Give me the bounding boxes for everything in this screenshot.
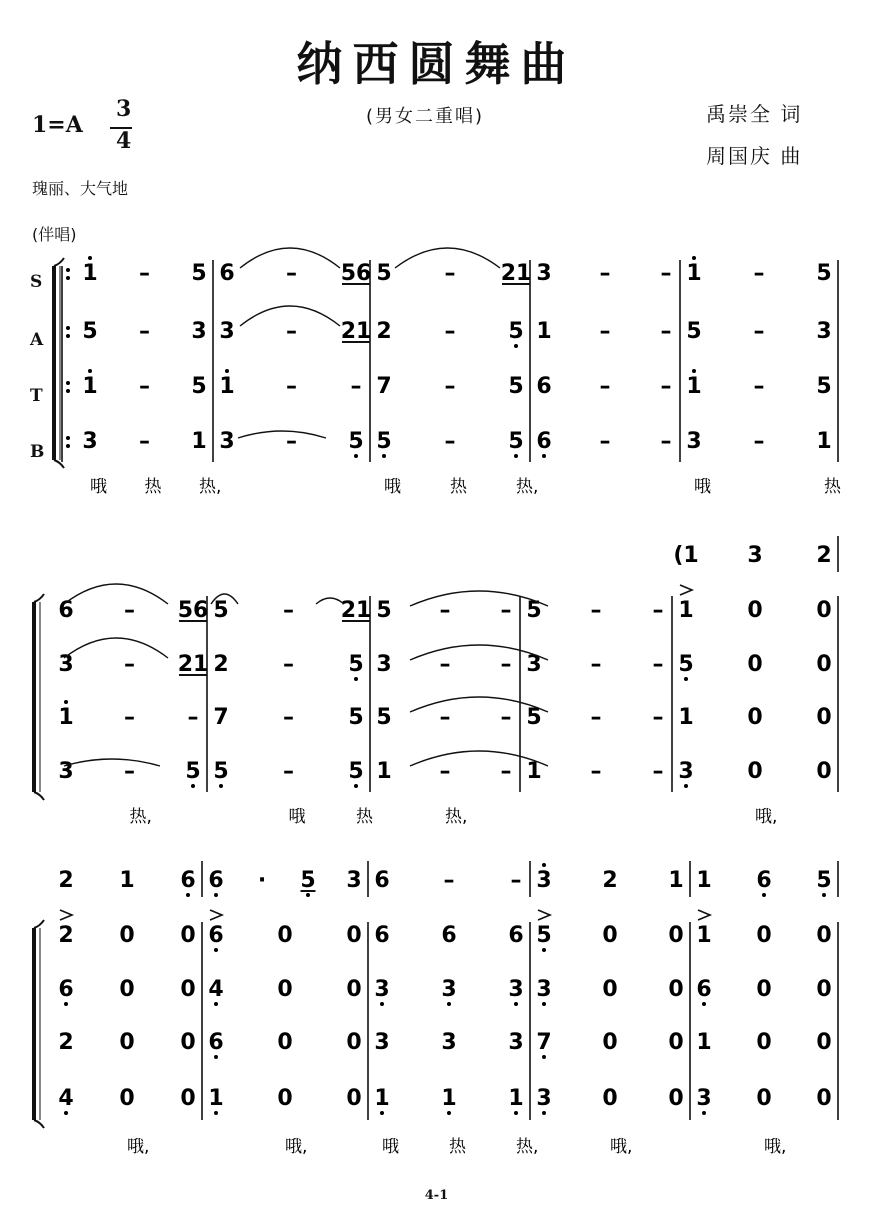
note: – [443, 868, 455, 893]
lyric-syllable: 热, [445, 807, 468, 827]
octave-dot-low [354, 784, 358, 788]
note: 0 [180, 1030, 196, 1055]
note: 5 [348, 705, 364, 730]
note: 4 [208, 977, 224, 1002]
note: 0 [747, 652, 763, 677]
accent-mark [538, 910, 550, 920]
note: 56 [340, 261, 372, 286]
note: 2 [816, 543, 832, 568]
note: 0 [180, 923, 196, 948]
note: 5 [191, 261, 207, 286]
note: 5 [185, 759, 201, 784]
note: – [753, 429, 765, 454]
note: 1 [376, 759, 392, 784]
note: 5 [300, 868, 316, 893]
note: 1 [208, 1086, 224, 1111]
note: 1 [374, 1086, 390, 1111]
repeat-dot [66, 389, 70, 393]
note: 2 [58, 1030, 74, 1055]
note: 0 [602, 977, 618, 1002]
bracket-hook-bottom [34, 792, 44, 800]
tie-slur [64, 584, 168, 604]
note: 0 [119, 923, 135, 948]
note: 0 [816, 1086, 832, 1111]
note: – [124, 759, 135, 784]
note: – [500, 705, 512, 730]
lyric-syllable: 热 [356, 807, 373, 827]
lyric-syllable: 热 [144, 477, 162, 497]
note: – [444, 261, 456, 286]
note: – [439, 598, 451, 623]
repeat-dot [66, 326, 70, 330]
note: 6 [756, 868, 772, 893]
note: – [590, 705, 602, 730]
lyric-syllable: 哦, [610, 1137, 633, 1157]
repeat-dot [66, 268, 70, 272]
note: 0 [816, 598, 832, 623]
octave-dot-low [684, 784, 688, 788]
note: 6 [696, 977, 712, 1002]
note: 5 [376, 429, 392, 454]
note: 3 [219, 429, 235, 454]
note: 3 [82, 429, 98, 454]
note: 6 [536, 374, 552, 399]
note: 3 [536, 261, 552, 286]
note: 6 [58, 598, 74, 623]
accompaniment-label: (伴唱) [32, 225, 77, 244]
note: 3 [441, 1030, 457, 1055]
note: 1 [82, 261, 98, 286]
note: 6 [208, 1030, 224, 1055]
note: 0 [180, 1086, 196, 1111]
note: 0 [346, 977, 362, 1002]
note: 3 [441, 977, 457, 1002]
octave-dot-low [447, 1111, 451, 1115]
note: – [599, 319, 611, 344]
note: – [599, 429, 611, 454]
note: 1 [686, 374, 702, 399]
note: 3 [374, 977, 390, 1002]
note: 1 [678, 705, 694, 730]
note: 1 [441, 1086, 457, 1111]
note: 0 [756, 923, 772, 948]
note: 3 [696, 1086, 712, 1111]
octave-dot-high [88, 369, 92, 373]
note: 0 [180, 977, 196, 1002]
octave-dot-low [542, 1002, 546, 1006]
lyric-syllable: 热, [516, 477, 539, 497]
voice-label-alto: A [30, 330, 44, 350]
note: 5 [508, 374, 524, 399]
lyric-syllable: 热 [449, 1137, 466, 1157]
note: 2 [58, 923, 74, 948]
note: 7 [213, 705, 229, 730]
note: 5 [508, 319, 524, 344]
note: 5 [82, 319, 98, 344]
octave-dot-low [214, 1055, 218, 1059]
voice-label-bass: B [30, 442, 45, 462]
note: 21 [340, 598, 372, 623]
note: – [139, 261, 150, 286]
lyric-syllable: 哦 [694, 477, 711, 497]
note: 3 [686, 429, 702, 454]
note: 56 [177, 598, 209, 623]
note: – [660, 374, 672, 399]
tie-slur [238, 431, 326, 438]
octave-dot-low [214, 948, 218, 952]
octave-dot-low [702, 1111, 706, 1115]
note: 0 [119, 977, 135, 1002]
note: 0 [668, 923, 684, 948]
note: 5 [508, 429, 524, 454]
note: 2 [58, 868, 74, 893]
note: – [283, 759, 294, 784]
note: 0 [277, 923, 293, 948]
octave-dot-low [542, 1055, 546, 1059]
note: – [283, 598, 294, 623]
note: 0 [747, 598, 763, 623]
note: 1 [82, 374, 98, 399]
repeat-dot [66, 381, 70, 385]
note: 5 [348, 759, 364, 784]
note: 0 [668, 1030, 684, 1055]
accent-mark [698, 910, 710, 920]
note: 1 [536, 319, 552, 344]
note: – [139, 429, 150, 454]
note: 1 [191, 429, 207, 454]
note: 3 [346, 868, 362, 893]
note: 0 [668, 977, 684, 1002]
octave-dot-low [514, 1111, 518, 1115]
note: 5 [816, 374, 832, 399]
octave-dot-low [684, 677, 688, 681]
note: 0 [747, 759, 763, 784]
lyricist-credit: 禹崇全 词 [706, 102, 803, 126]
note: 0 [346, 1086, 362, 1111]
accent-mark [60, 910, 72, 920]
lyric-syllable: 哦 [382, 1137, 399, 1157]
note: 0 [346, 923, 362, 948]
note: 0 [816, 1030, 832, 1055]
note: 1 [668, 868, 684, 893]
octave-dot-low [702, 1002, 706, 1006]
note: 3 [747, 543, 763, 568]
octave-dot-low [447, 1002, 451, 1006]
note: 5 [348, 429, 364, 454]
note: – [124, 705, 135, 730]
note: 0 [747, 705, 763, 730]
lyric-syllable: 哦 [90, 477, 107, 497]
note: – [590, 598, 602, 623]
octave-dot-low [64, 1111, 68, 1115]
note: 3 [536, 1086, 552, 1111]
note: 3 [58, 759, 74, 784]
note: 5 [348, 652, 364, 677]
note: 21 [340, 319, 372, 344]
octave-dot-low [382, 454, 386, 458]
note: (1 [673, 543, 699, 568]
note: 5 [213, 759, 229, 784]
repeat-dot [66, 436, 70, 440]
note: – [510, 868, 522, 893]
note: – [444, 319, 456, 344]
note: 5 [213, 598, 229, 623]
note: 7 [536, 1030, 552, 1055]
note: 6 [208, 868, 224, 893]
repeat-dot [66, 276, 70, 280]
note: 6 [508, 923, 524, 948]
tie-slur [64, 638, 168, 658]
note: 3 [376, 652, 392, 677]
note: 3 [816, 319, 832, 344]
note: 3 [508, 977, 524, 1002]
octave-dot-high [692, 256, 696, 260]
octave-dot-high [542, 863, 546, 867]
note: – [286, 319, 297, 344]
octave-dot-low [214, 893, 218, 897]
note: 5 [376, 598, 392, 623]
voice-label-soprano: S [30, 272, 43, 292]
note: 0 [816, 759, 832, 784]
note: 0 [756, 977, 772, 1002]
note: 0 [602, 1086, 618, 1111]
note: – [599, 374, 611, 399]
note: – [439, 652, 451, 677]
note: 21 [500, 261, 532, 286]
note: 5 [686, 319, 702, 344]
note: – [286, 261, 297, 286]
octave-dot-low [380, 1111, 384, 1115]
note: – [590, 759, 602, 784]
octave-dot-low [354, 454, 358, 458]
note: 5 [526, 705, 542, 730]
note: 3 [191, 319, 207, 344]
note: 0 [756, 1086, 772, 1111]
note: 0 [668, 1086, 684, 1111]
note: 3 [219, 319, 235, 344]
tempo-marking: 瑰丽、大气地 [32, 179, 129, 198]
note: 1 [696, 868, 712, 893]
note: 6 [219, 261, 235, 286]
note: 6 [208, 923, 224, 948]
note: – [599, 261, 611, 286]
note: 1 [58, 705, 74, 730]
note: – [500, 759, 512, 784]
note: 0 [816, 923, 832, 948]
note: – [283, 652, 294, 677]
octave-dot-high [88, 256, 92, 260]
note: 7 [376, 374, 392, 399]
voice-label-tenor: T [30, 386, 43, 406]
note: 6 [441, 923, 457, 948]
note: 0 [602, 1030, 618, 1055]
note: – [444, 374, 456, 399]
octave-dot-low [514, 344, 518, 348]
note: 5 [816, 868, 832, 893]
note: – [139, 319, 150, 344]
octave-dot-low [186, 893, 190, 897]
note: – [444, 429, 456, 454]
note: 1 [696, 1030, 712, 1055]
note: – [286, 374, 297, 399]
note: – [590, 652, 602, 677]
note: · [257, 868, 267, 893]
octave-dot-low [354, 677, 358, 681]
note: 0 [277, 1086, 293, 1111]
accent-mark [680, 585, 692, 595]
song-title: 纳西圆舞曲 [296, 37, 577, 91]
note: 5 [678, 652, 694, 677]
lyric-syllable: 热 [450, 477, 467, 497]
note: 1 [119, 868, 135, 893]
note: 0 [756, 1030, 772, 1055]
note: – [652, 652, 664, 677]
note: – [660, 319, 672, 344]
octave-dot-low [191, 784, 195, 788]
note: 6 [536, 429, 552, 454]
bracket-hook-top [34, 594, 44, 602]
note: – [283, 705, 294, 730]
octave-dot-low [214, 1002, 218, 1006]
note: 1 [816, 429, 832, 454]
lyric-syllable: 哦, [764, 1137, 787, 1157]
lyric-syllable: 哦, [127, 1137, 150, 1157]
note: 5 [536, 923, 552, 948]
note: – [350, 374, 362, 399]
note: 2 [213, 652, 229, 677]
note: 6 [374, 923, 390, 948]
note: – [660, 429, 672, 454]
octave-dot-low [762, 893, 766, 897]
note: 5 [526, 598, 542, 623]
lyric-syllable: 哦 [384, 477, 401, 497]
note: 6 [180, 868, 196, 893]
lyric-syllable: 热, [129, 807, 152, 827]
lyric-syllable: 哦, [755, 807, 778, 827]
page-number: 4-1 [424, 1188, 449, 1203]
octave-dot-low [380, 1002, 384, 1006]
octave-dot-low [542, 1111, 546, 1115]
note: 5 [816, 261, 832, 286]
note: – [652, 705, 664, 730]
note: 1 [219, 374, 235, 399]
note: 3 [678, 759, 694, 784]
note: 2 [376, 319, 392, 344]
lyric-syllable: 热, [516, 1137, 539, 1157]
note: – [753, 319, 765, 344]
bracket-hook-top [34, 920, 44, 928]
note: – [753, 261, 765, 286]
note: 3 [508, 1030, 524, 1055]
note: 6 [58, 977, 74, 1002]
note: – [652, 759, 664, 784]
note: 0 [277, 1030, 293, 1055]
note: 5 [191, 374, 207, 399]
note: 0 [816, 652, 832, 677]
note: 1 [678, 598, 694, 623]
note: 0 [346, 1030, 362, 1055]
lyric-syllable: 哦 [288, 807, 306, 827]
note: 3 [526, 652, 542, 677]
octave-dot-low [64, 1002, 68, 1006]
octave-dot-low [542, 454, 546, 458]
octave-dot-low [542, 948, 546, 952]
octave-dot-low [514, 454, 518, 458]
note: 2 [602, 868, 618, 893]
note: – [187, 705, 199, 730]
note: – [439, 705, 451, 730]
time-signature-top: 3 [116, 96, 132, 122]
note: – [660, 261, 672, 286]
note: – [124, 652, 135, 677]
note: 0 [119, 1030, 135, 1055]
note: – [439, 759, 451, 784]
accent-mark [210, 910, 222, 920]
note: 0 [816, 705, 832, 730]
note: 3 [58, 652, 74, 677]
time-signature-bottom: 4 [116, 128, 132, 154]
note: – [500, 652, 512, 677]
note: 1 [696, 923, 712, 948]
lyric-syllable: 热 [824, 477, 841, 497]
lyric-syllable: 热, [199, 477, 222, 497]
note: 0 [816, 977, 832, 1002]
key-signature: 1=A [32, 112, 83, 138]
note: – [753, 374, 765, 399]
note: 6 [374, 868, 390, 893]
subtitle: (男女二重唱) [366, 106, 485, 127]
note: – [500, 598, 512, 623]
octave-dot-high [64, 700, 68, 704]
note: 3 [536, 868, 552, 893]
note: – [652, 598, 664, 623]
bracket-hook-top [54, 258, 64, 266]
note: 4 [58, 1086, 74, 1111]
octave-dot-high [692, 369, 696, 373]
note: 1 [686, 261, 702, 286]
octave-dot-low [214, 1111, 218, 1115]
octave-dot-low [514, 1002, 518, 1006]
octave-dot-low [306, 893, 310, 897]
repeat-dot [66, 334, 70, 338]
note: – [124, 598, 135, 623]
note: 1 [526, 759, 542, 784]
lyric-syllable: 哦, [285, 1137, 308, 1157]
tie-slur [64, 759, 160, 766]
note: 5 [376, 261, 392, 286]
note: 0 [277, 977, 293, 1002]
repeat-dot [66, 444, 70, 448]
octave-dot-low [822, 893, 826, 897]
note: 1 [508, 1086, 524, 1111]
composer-credit: 周国庆 曲 [706, 144, 803, 168]
note: 3 [536, 977, 552, 1002]
octave-dot-high [225, 369, 229, 373]
octave-dot-low [219, 784, 223, 788]
note: 0 [119, 1086, 135, 1111]
note: 0 [602, 923, 618, 948]
bracket-hook-bottom [34, 1120, 44, 1128]
note: 3 [374, 1030, 390, 1055]
note: 5 [376, 705, 392, 730]
note: 21 [177, 652, 209, 677]
note: – [139, 374, 150, 399]
note: – [286, 429, 297, 454]
